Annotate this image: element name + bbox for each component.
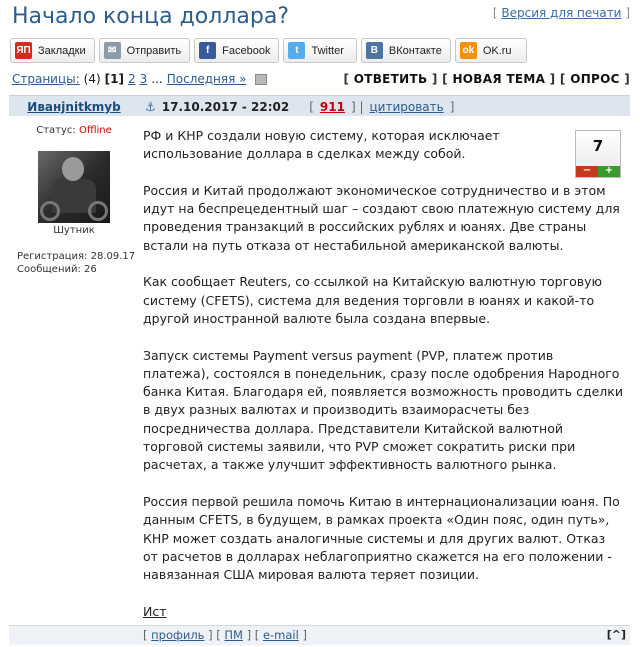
share-bar xyxy=(10,38,527,65)
message-count: Сообщений: 26 xyxy=(17,264,97,275)
topic-actions: [ ОТВЕТИТЬ ] [ НОВАЯ ТЕМА ] [ ОПРОС ] xyxy=(343,72,630,86)
post-paragraph: Запуск системы Payment versus payment (PVP, платеж против платежа), состоялся в понедельник, сразу после одобрения Народного банка Китая. Благодаря ей, появляется возможность проводить сделки в двух разных валютах и производить взаиморасчеты без посредничества доллара. Представители Китайской валютной торговой системы заявили, что PVP сможет сократить риски при расчетах, а также улучшит эффективность валютного рынка. xyxy=(143,347,623,473)
rating-minus-button[interactable]: − xyxy=(576,166,598,177)
odnoklassniki-icon: ok xyxy=(460,42,477,59)
mail-icon: ✉ xyxy=(104,42,121,59)
rating-plus-button[interactable]: + xyxy=(598,166,620,177)
bracket-open: [ xyxy=(309,99,314,114)
author-cell xyxy=(9,96,139,117)
pages-ellipsis: ... xyxy=(151,72,163,86)
share-button-vkontakte[interactable] xyxy=(361,38,451,63)
bracket-close: ] xyxy=(449,99,455,114)
share-button-send[interactable] xyxy=(99,38,191,63)
share-label: ВКонтакте xyxy=(388,44,442,57)
reply-button[interactable]: ОТВЕТИТЬ xyxy=(353,72,428,86)
cite-link[interactable]: цитировать xyxy=(369,99,444,114)
twitter-icon: t xyxy=(288,42,305,59)
bracket-open: [ xyxy=(492,6,498,20)
vkontakte-icon: B xyxy=(366,42,383,59)
user-rank: Шутник xyxy=(53,225,95,236)
post-meta xyxy=(145,96,454,117)
pages-label[interactable]: Страницы: xyxy=(12,72,80,86)
post-body xyxy=(143,127,623,621)
post-footer xyxy=(9,625,630,645)
bracket-close: ] xyxy=(625,6,630,20)
footer-links: [ профиль ] [ ПМ ] [ e-mail ] xyxy=(143,628,307,642)
page-link-3[interactable]: 3 xyxy=(139,72,148,86)
anchor-icon[interactable]: ⚓ xyxy=(145,99,156,114)
author-name[interactable]: Иванjnitkmyb xyxy=(27,100,121,114)
post-paragraph: Россия первой решила помочь Китаю в интернационализации юаня. По данным CFETS, в будущем, в рамках проекта «Один пояс, один путь», КНР может создать аналогичные системы и для других валют. Отказ от расчетов в долларах неблагоприятно скажется на его положении - навязанная США мировая валюта теряет позиции. xyxy=(143,493,620,583)
post-paragraph: Россия и Китай продолжают экономическое сотрудничество и в этом идут на беспрецедентный шаг – создают свою платежную систему для проведения транзакций в российских рублях и юанях. Две страны встали на путь отказа от нестабильной американской валюты. xyxy=(143,182,620,253)
pager-row xyxy=(12,72,630,90)
last-page-link[interactable]: Последняя » xyxy=(166,72,247,86)
share-button-ok[interactable] xyxy=(455,38,527,63)
share-button-bookmarks[interactable] xyxy=(10,38,95,63)
source-link[interactable]: Ист xyxy=(143,603,167,619)
profile-link[interactable]: профиль xyxy=(151,628,205,642)
pages-count: (4) xyxy=(83,72,101,86)
scroll-top-button[interactable]: [^] xyxy=(606,628,626,641)
registration-date: Регистрация: 28.09.17 xyxy=(17,251,136,262)
pagination xyxy=(12,72,267,86)
status-label: Статус: xyxy=(36,125,76,136)
page-jump-icon[interactable] xyxy=(255,74,267,85)
share-label: Twitter xyxy=(311,44,344,57)
email-link[interactable]: e-mail xyxy=(262,628,299,642)
share-label: Закладки xyxy=(38,44,86,57)
title-bar xyxy=(0,0,640,36)
post-paragraph: РФ и КНР создали новую систему, которая исключает использование доллара в сделках между собой. xyxy=(143,128,500,162)
rating-value: 7 xyxy=(592,137,604,155)
print-version-link[interactable]: Версия для печати xyxy=(501,6,622,20)
page-link-2[interactable]: 2 xyxy=(128,72,136,86)
post-paragraph: Как сообщает Reuters, со ссылкой на Китайскую валютную торговую систему (CFETS), система для ведения торговли в юанях и какой-то другой иностранной валюте была создана впервые. xyxy=(143,274,603,326)
share-button-facebook[interactable] xyxy=(194,38,279,63)
share-label: Отправить xyxy=(126,44,182,57)
share-button-twitter[interactable] xyxy=(283,38,356,63)
poll-button[interactable]: ОПРОС xyxy=(570,72,620,86)
post-number-link[interactable]: 911 xyxy=(319,99,345,114)
yandex-bookmarks-icon: ЯП xyxy=(15,42,32,59)
new-topic-button[interactable]: НОВАЯ ТЕМА xyxy=(452,72,546,86)
author-info xyxy=(9,117,139,625)
avatar[interactable] xyxy=(38,151,110,223)
registration-info xyxy=(17,250,135,276)
current-page: [1] xyxy=(104,72,124,86)
topic-title: Начало конца доллара? xyxy=(12,4,289,29)
facebook-icon: f xyxy=(199,42,216,59)
post-date: 17.10.2017 - 22:02 xyxy=(161,99,290,114)
share-label: Facebook xyxy=(222,44,271,57)
bracket-close: ] | xyxy=(350,99,364,114)
status-line xyxy=(9,125,139,136)
pm-link[interactable]: ПМ xyxy=(224,628,243,642)
status-value: Offline xyxy=(78,125,112,136)
share-label: OK.ru xyxy=(482,44,512,57)
post-header xyxy=(9,95,630,116)
print-version xyxy=(493,6,630,20)
